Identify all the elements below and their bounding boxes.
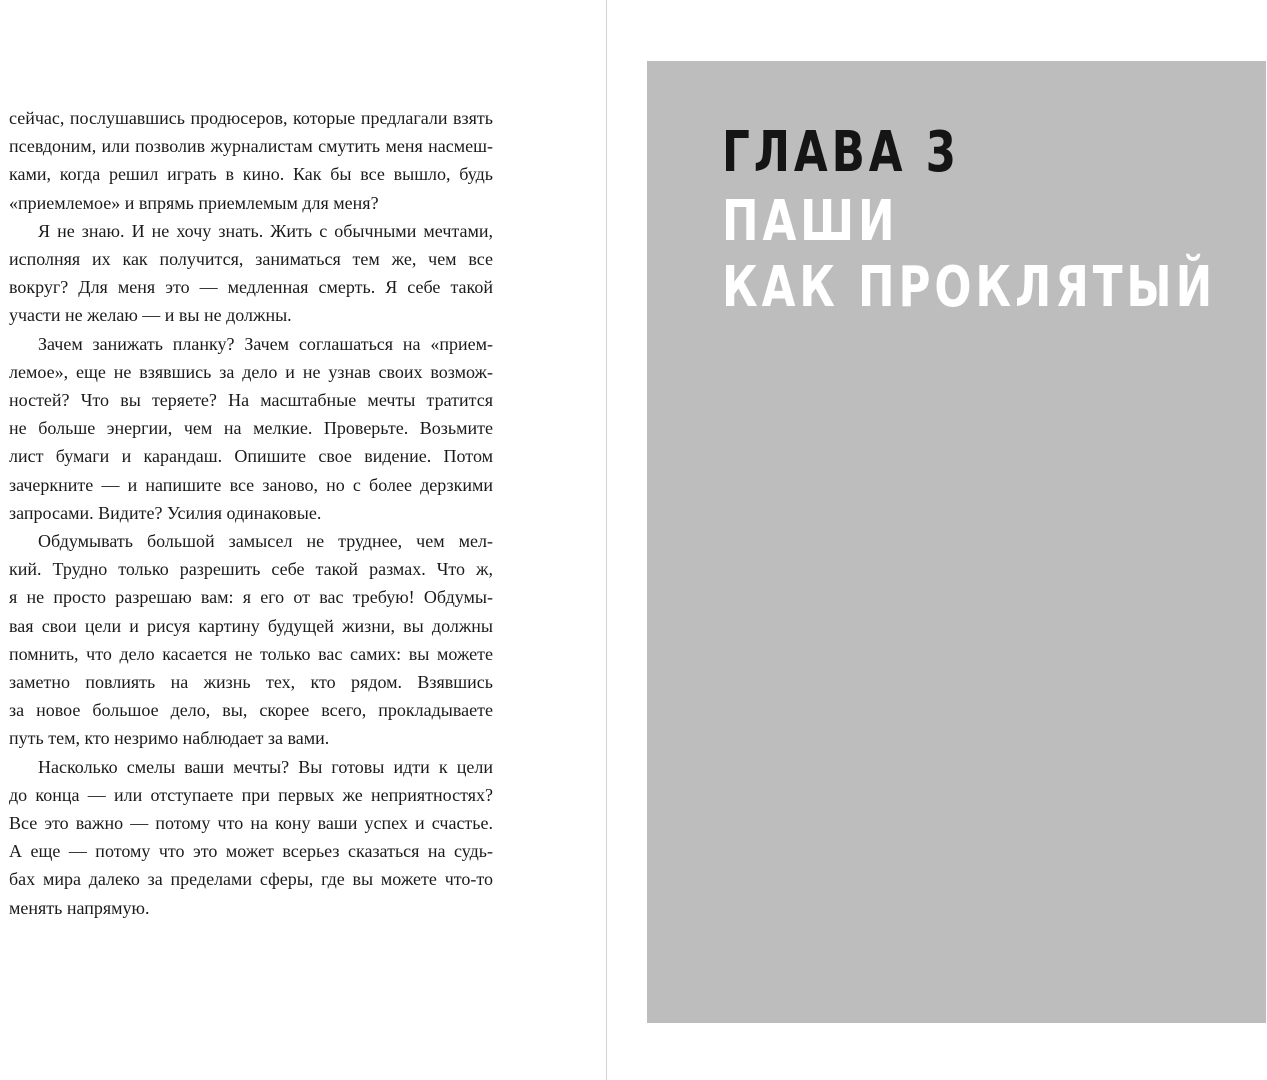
text-line: менять напрямую. (9, 897, 150, 918)
body-text (9, 104, 493, 922)
text-line: Насколько смелы ваши мечты? Вы готовы идти к цели (38, 756, 493, 777)
chapter-title (722, 189, 1216, 321)
chapter-label: ГЛАВА 3 (722, 120, 960, 185)
text-line: бах мира далеко за пределами сферы, где вы можете что-то (9, 869, 493, 890)
text-line: ками, когда решил играть в кино. Как бы все вышло, будь (9, 164, 493, 185)
chapter-title-line-1: ПАШИ (722, 189, 899, 254)
text-line: путь тем, кто незримо наблюдает за вами. (9, 728, 330, 749)
text-line: исполняя их как получится, заниматься тем же, чем все (9, 249, 493, 270)
text-line: Я не знаю. И не хочу знать. Жить с обычными мечтами, (38, 220, 493, 241)
text-line: лист бумаги и карандаш. Опишите свое видение. Потом (9, 446, 493, 467)
text-line: я не просто разрешаю вам: я его от вас требую! Обдумы- (9, 587, 493, 608)
text-line: помнить, что дело касается не только вас самих: вы можете (9, 643, 493, 664)
paragraph (9, 217, 493, 330)
text-line: вая свои цели и рисуя картину будущей жизни, вы должны (9, 615, 493, 636)
chapter-title-line-2: КАК ПРОКЛЯТЫЙ (722, 255, 1217, 320)
text-line: участи не желаю — и вы не должны. (9, 305, 292, 326)
text-line: до конца — или отступаете при первых же неприятностях? (9, 784, 493, 805)
paragraph (9, 330, 493, 527)
text-line: лемое», еще не взявшись за дело и не узнав своих возмож- (9, 361, 493, 382)
text-line: за новое большое дело, вы, скорее всего, прокладываете (9, 700, 493, 721)
text-line: заметно повлиять на жизнь тех, кто рядом. Взявшись (9, 672, 493, 693)
paragraph (9, 104, 493, 217)
text-line: А еще — потому что это может всерьез сказаться на судь- (9, 841, 493, 862)
text-line: вокруг? Для меня это — медленная смерть. Я себе такой (9, 277, 493, 298)
text-line: псевдоним, или позволив журналистам смутить меня насмеш- (9, 136, 493, 157)
text-line: кий. Трудно только разрешить себе такой размах. Что ж, (9, 559, 493, 580)
text-line: Зачем занижать планку? Зачем соглашаться на «прием- (38, 333, 493, 354)
paragraph (9, 753, 493, 922)
text-line: зачеркните — и напишите все заново, но с более дерзкими (9, 474, 493, 495)
right-page (607, 0, 1267, 1080)
text-line: Все это важно — потому что на кону ваши успех и счастье. (9, 813, 493, 834)
left-page (0, 0, 606, 1080)
text-line: ностей? Что вы теряете? На масштабные мечты тратится (9, 390, 493, 411)
text-line: не больше энергии, чем на мелкие. Проверьте. Возьмите (9, 418, 493, 439)
text-line: Обдумывать большой замысел не труднее, чем мел- (38, 531, 493, 552)
text-line: «приемлемое» и впрямь приемлемым для меня? (9, 192, 379, 213)
paragraph (9, 527, 493, 753)
text-line: сейчас, послушавшись продюсеров, которые предлагали взять (9, 108, 493, 128)
chapter-title-block (647, 61, 1266, 1023)
text-line: запросами. Видите? Усилия одинаковые. (9, 502, 322, 523)
